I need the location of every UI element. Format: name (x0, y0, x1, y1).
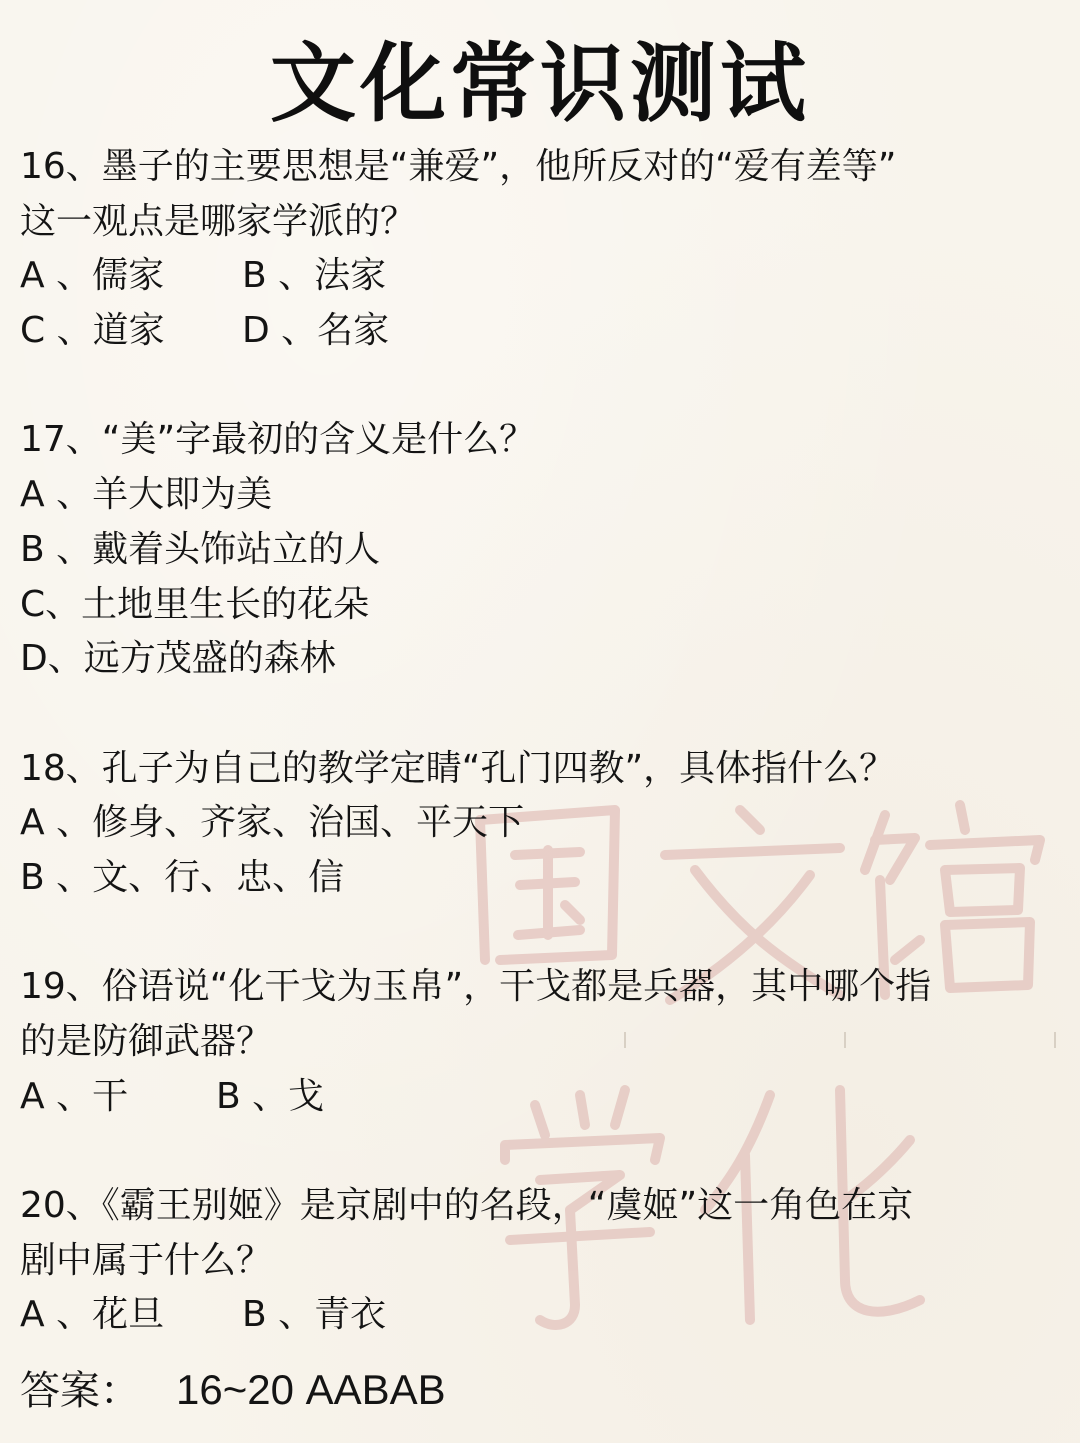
spacer (20, 359, 1065, 414)
question-16-text-line1: 16、墨子的主要思想是“兼爱”，他所反对的“爱有差等” (20, 146, 897, 187)
question-16-text-line2: 这一观点是哪家学派的？ (20, 200, 417, 242)
question-16-option-c: C 、道家 (20, 310, 165, 352)
question-16-options-row1 (20, 249, 1065, 304)
question-20-text-line1: 20、《霸王别姬》是京剧中的名段，“虞姬”这一角色在京 (20, 1185, 914, 1227)
question-18-option-a: A 、修身、齐家、治国、平天下 (20, 802, 525, 844)
question-17-text: 17、“美”字最初的含义是什么？ (20, 419, 536, 461)
question-19-text-line1: 19、俗语说“化干戈为玉帛”，干戈都是兵器，其中哪个指 (20, 966, 932, 1008)
question-19-options (20, 1070, 1065, 1125)
question-16-option-b: B 、法家 (242, 255, 387, 297)
question-17-option-a: A 、羊大即为美 (20, 474, 273, 516)
spacer (20, 906, 1065, 961)
page-title: 文化常识测试 (270, 34, 810, 134)
answer-value: 16~20 AABAB (176, 1366, 446, 1413)
answer-key (20, 1362, 446, 1419)
question-17-option-b: B 、戴着头饰站立的人 (20, 528, 381, 570)
quiz-content (20, 140, 1065, 1343)
question-19-text-line2: 的是防御武器？ (20, 1021, 273, 1062)
question-17-option-d: D、远方茂盛的森林 (20, 638, 336, 680)
question-20-option-b: B 、青衣 (242, 1294, 387, 1336)
question-16-option-a: A 、儒家 (20, 255, 165, 297)
question-18-option-b: B 、文、行、忠、信 (20, 856, 345, 898)
question-18-text: 18、孔子为自己的教学定睛“孔门四教”，具体指什么？ (20, 747, 896, 789)
question-19 (20, 960, 1065, 1124)
question-16-options-row2 (20, 304, 1065, 359)
spacer (20, 1124, 1065, 1179)
question-20-text-line2: 剧中属于什么？ (20, 1239, 273, 1281)
question-18 (20, 742, 1065, 906)
question-20-options (20, 1288, 1065, 1343)
question-17 (20, 413, 1065, 686)
question-19-option-a: A 、干 (20, 1075, 129, 1117)
answer-label: 答案： (20, 1368, 140, 1414)
question-20 (20, 1179, 1065, 1343)
question-17-option-c: C、土地里生长的花朵 (20, 583, 370, 625)
spacer (20, 687, 1065, 742)
question-19-option-b: B 、戈 (216, 1075, 325, 1117)
question-20-option-a: A 、花旦 (20, 1294, 165, 1336)
question-16-option-d: D 、名家 (242, 310, 390, 352)
question-16 (20, 140, 1065, 359)
